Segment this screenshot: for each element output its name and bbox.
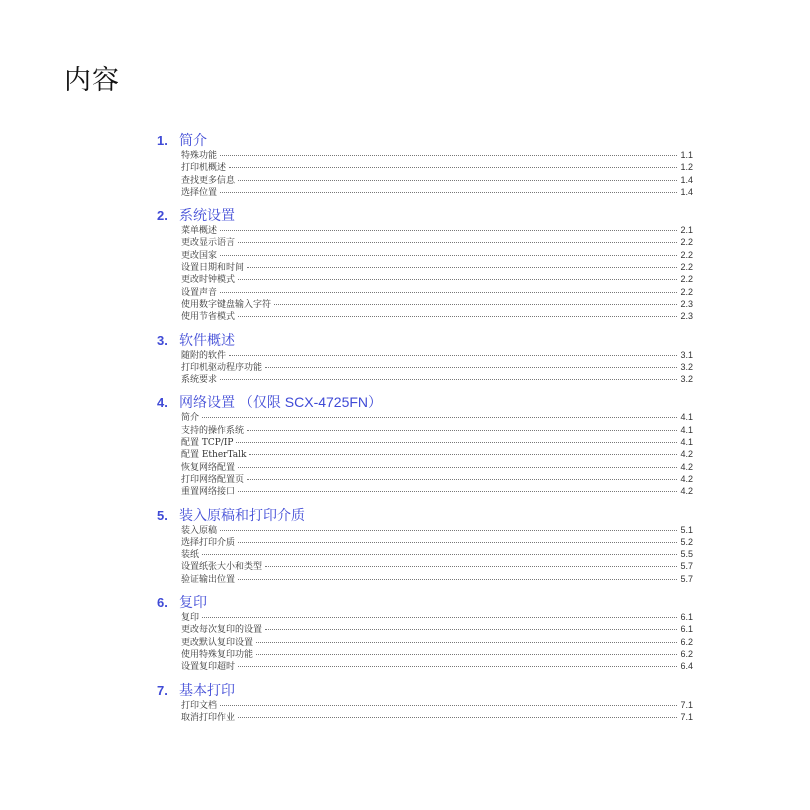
toc-section <box>157 206 693 322</box>
dot-leader <box>238 579 677 580</box>
dot-leader <box>247 267 677 268</box>
entry-page-number: 2.1 <box>680 225 693 236</box>
entry-label: 打印机驱动程序功能 <box>181 362 263 373</box>
entry-label: 支持的操作系统 <box>181 425 245 436</box>
toc-entry[interactable] <box>181 161 693 173</box>
toc-entry[interactable] <box>181 349 693 361</box>
entry-label: 装纸 <box>181 550 200 561</box>
entry-page-number: 2.2 <box>680 274 693 285</box>
dot-leader <box>220 255 677 256</box>
entry-page-number: 4.1 <box>680 412 693 423</box>
section-title: 复印 <box>179 594 207 611</box>
toc-section <box>157 331 693 386</box>
toc-section <box>157 681 693 724</box>
entry-label: 验证输出位置 <box>181 574 236 585</box>
section-title: 装入原稿和打印介质 <box>179 506 305 523</box>
toc-section <box>157 393 693 497</box>
entry-page-number: 2.2 <box>680 237 693 248</box>
dot-leader <box>220 705 677 706</box>
dot-leader <box>202 417 677 418</box>
section-number: 3. <box>157 332 168 348</box>
section-heading[interactable] <box>157 331 693 349</box>
section-number: 7. <box>157 682 168 698</box>
entry-page-number: 6.1 <box>680 624 693 635</box>
entry-page-number: 2.2 <box>680 249 693 260</box>
entry-page-number: 2.3 <box>680 311 693 322</box>
toc-entry[interactable] <box>181 648 693 660</box>
section-entries <box>181 411 693 497</box>
toc-entry[interactable] <box>181 236 693 248</box>
toc-entry[interactable] <box>181 273 693 285</box>
section-entries <box>181 524 693 585</box>
entry-page-number: 1.4 <box>680 186 693 197</box>
entry-label: 打印机概述 <box>181 163 227 174</box>
toc-entry[interactable] <box>181 249 693 261</box>
section-heading[interactable] <box>157 131 693 149</box>
entry-label: 配置 EtherTalk <box>181 450 247 461</box>
dot-leader <box>238 491 677 492</box>
entry-page-number: 4.2 <box>680 486 693 497</box>
section-heading[interactable] <box>157 506 693 524</box>
dot-leader <box>220 192 677 193</box>
entry-label: 设置声音 <box>181 287 218 298</box>
toc-entry[interactable] <box>181 310 693 322</box>
dot-leader <box>229 355 677 356</box>
entry-page-number: 2.3 <box>680 298 693 309</box>
entry-page-number: 4.2 <box>680 473 693 484</box>
dot-leader <box>220 530 677 531</box>
dot-leader <box>220 230 677 231</box>
toc-entry[interactable] <box>181 560 693 572</box>
entry-page-number: 5.2 <box>680 536 693 547</box>
entry-page-number: 7.1 <box>680 699 693 710</box>
section-title: 系统设置 <box>179 207 235 224</box>
entry-label: 系统要求 <box>181 375 218 386</box>
entry-label: 更改默认复印设置 <box>181 637 254 648</box>
section-heading[interactable] <box>157 681 693 699</box>
entry-page-number: 6.2 <box>680 648 693 659</box>
entry-page-number: 5.1 <box>680 524 693 535</box>
section-title: 软件概述 <box>179 331 235 348</box>
entry-label: 恢复网络配置 <box>181 462 236 473</box>
entry-page-number: 7.1 <box>680 711 693 722</box>
toc-entry[interactable] <box>181 485 693 497</box>
entry-label: 简介 <box>181 413 200 424</box>
dot-leader <box>202 554 677 555</box>
entry-page-number: 1.4 <box>680 174 693 185</box>
dot-leader <box>247 430 677 431</box>
entry-label: 装入原稿 <box>181 525 218 536</box>
toc-entry[interactable] <box>181 448 693 460</box>
entry-page-number: 4.2 <box>680 461 693 472</box>
toc-entry[interactable] <box>181 548 693 560</box>
entry-page-number: 2.2 <box>680 286 693 297</box>
dot-leader <box>249 454 677 455</box>
entry-label: 更改国家 <box>181 250 218 261</box>
entry-page-number: 4.2 <box>680 449 693 460</box>
section-title: 网络设置 （仅限 SCX-4725FN） <box>179 394 383 411</box>
dot-leader <box>265 566 677 567</box>
section-title: 基本打印 <box>179 681 235 698</box>
dot-leader <box>265 629 677 630</box>
toc-entry[interactable] <box>181 660 693 672</box>
entry-page-number: 1.1 <box>680 150 693 160</box>
entry-label: 设置日期和时间 <box>181 263 245 274</box>
dot-leader <box>220 379 677 380</box>
section-entries <box>181 699 693 724</box>
entry-label: 菜单概述 <box>181 226 218 237</box>
entry-page-number: 6.2 <box>680 636 693 647</box>
entry-label: 查找更多信息 <box>181 175 236 186</box>
toc-entry[interactable] <box>181 261 693 273</box>
toc-entry[interactable] <box>181 711 693 723</box>
dot-leader <box>256 654 677 655</box>
entry-page-number: 5.5 <box>680 549 693 560</box>
section-entries <box>181 149 693 198</box>
entry-label: 设置纸张大小和类型 <box>181 562 263 573</box>
dot-leader <box>238 666 677 667</box>
section-title: 简介 <box>179 132 207 148</box>
entry-label: 配置 TCP/IP <box>181 438 234 449</box>
table-of-contents <box>157 131 693 731</box>
toc-entry[interactable] <box>181 224 693 236</box>
entry-label: 复印 <box>181 613 200 624</box>
toc-entry[interactable] <box>181 536 693 548</box>
toc-entry[interactable] <box>181 149 693 161</box>
entry-page-number: 6.1 <box>680 612 693 623</box>
dot-leader <box>238 717 677 718</box>
entry-label: 更改时钟模式 <box>181 275 236 286</box>
toc-entry[interactable] <box>181 611 693 623</box>
section-entries <box>181 224 693 322</box>
toc-entry[interactable] <box>181 636 693 648</box>
entry-label: 重置网络接口 <box>181 487 236 498</box>
toc-entry[interactable] <box>181 298 693 310</box>
dot-leader <box>220 155 677 156</box>
dot-leader <box>256 642 677 643</box>
dot-leader <box>238 242 677 243</box>
entry-label: 使用特殊复印功能 <box>181 649 254 660</box>
toc-entry[interactable] <box>181 473 693 485</box>
dot-leader <box>236 442 677 443</box>
toc-entry[interactable] <box>181 623 693 635</box>
entry-label: 设置复印超时 <box>181 662 236 673</box>
entry-page-number: 2.2 <box>680 262 693 273</box>
entry-label: 使用节省模式 <box>181 312 236 323</box>
section-number: 6. <box>157 595 168 611</box>
dot-leader <box>238 279 677 280</box>
section-entries <box>181 349 693 386</box>
toc-entry[interactable] <box>181 573 693 585</box>
dot-leader <box>238 542 677 543</box>
entry-page-number: 6.4 <box>680 661 693 672</box>
dot-leader <box>247 479 677 480</box>
toc-entry[interactable] <box>181 373 693 385</box>
dot-leader <box>238 316 677 317</box>
toc-entry[interactable] <box>181 699 693 711</box>
page-title: 内容 <box>64 65 120 96</box>
dot-leader <box>274 304 677 305</box>
toc-section <box>157 506 693 585</box>
entry-page-number: 3.2 <box>680 361 693 372</box>
toc-entry[interactable] <box>181 424 693 436</box>
entry-label: 更改每次复印的设置 <box>181 625 263 636</box>
toc-entry[interactable] <box>181 411 693 423</box>
entry-page-number: 3.1 <box>680 349 693 360</box>
toc-entry[interactable] <box>181 524 693 536</box>
dot-leader <box>238 467 677 468</box>
entry-label: 打印文档 <box>181 700 218 711</box>
entry-page-number: 5.7 <box>680 573 693 584</box>
toc-entry[interactable] <box>181 286 693 298</box>
dot-leader <box>229 167 677 168</box>
section-number: 2. <box>157 208 168 224</box>
toc-entry[interactable] <box>181 174 693 186</box>
entry-label: 打印网络配置页 <box>181 474 245 485</box>
dot-leader <box>220 292 677 293</box>
section-number: 4. <box>157 395 168 411</box>
entry-label: 选择打印介质 <box>181 537 236 548</box>
entry-label: 更改显示语言 <box>181 238 236 249</box>
section-entries <box>181 611 693 672</box>
entry-label: 特殊功能 <box>181 151 218 161</box>
entry-label: 取消打印作业 <box>181 712 236 723</box>
toc-section <box>157 593 693 672</box>
entry-page-number: 4.1 <box>680 437 693 448</box>
toc-entry[interactable] <box>181 436 693 448</box>
section-number: 5. <box>157 507 168 523</box>
section-heading[interactable] <box>157 593 693 611</box>
entry-label: 选择位置 <box>181 187 218 198</box>
entry-page-number: 4.1 <box>680 424 693 435</box>
toc-entry[interactable] <box>181 186 693 198</box>
dot-leader <box>202 617 677 618</box>
toc-entry[interactable] <box>181 461 693 473</box>
entry-page-number: 1.2 <box>680 162 693 173</box>
entry-label: 随附的软件 <box>181 350 227 361</box>
entry-label: 使用数字键盘输入字符 <box>181 299 272 310</box>
section-heading[interactable] <box>157 393 693 411</box>
section-heading[interactable] <box>157 206 693 224</box>
entry-page-number: 5.7 <box>680 561 693 572</box>
toc-entry[interactable] <box>181 361 693 373</box>
section-number: 1. <box>157 133 168 148</box>
dot-leader <box>265 367 677 368</box>
toc-section <box>157 131 693 198</box>
entry-page-number: 3.2 <box>680 374 693 385</box>
dot-leader <box>238 180 677 181</box>
